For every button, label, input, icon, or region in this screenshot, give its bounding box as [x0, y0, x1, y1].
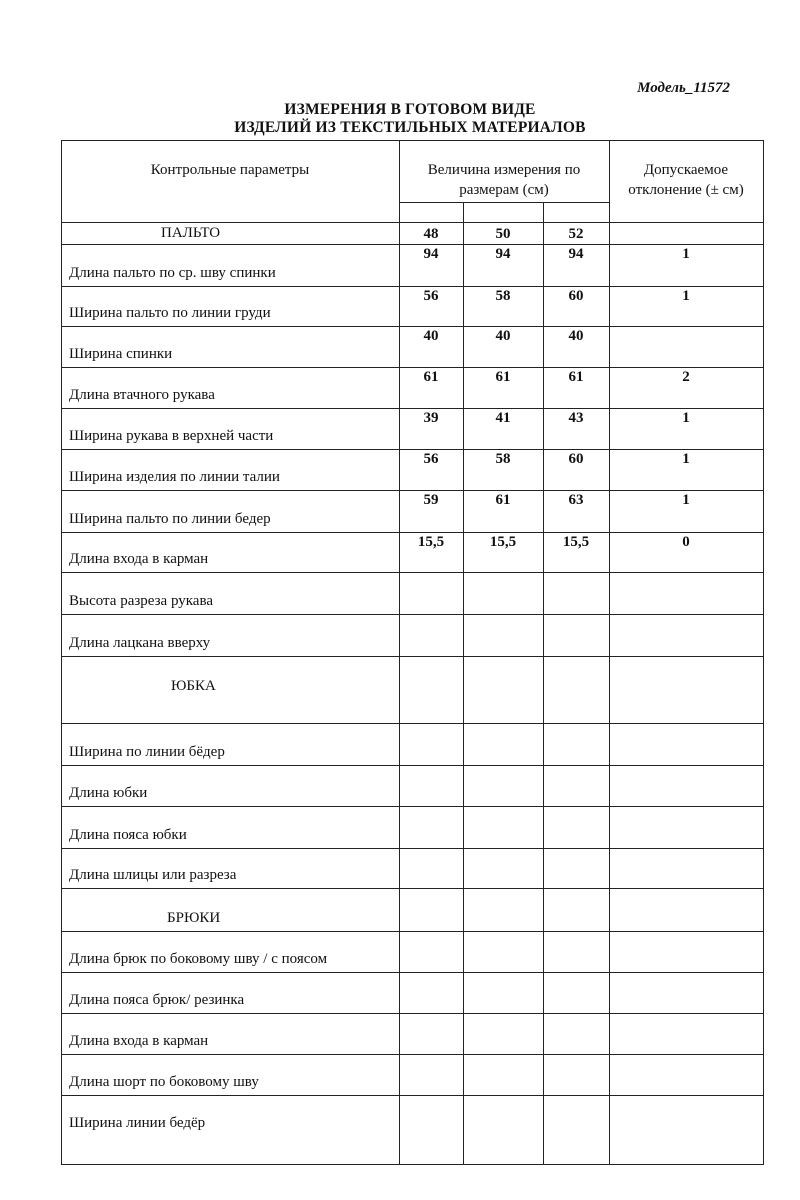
measurement-value: 40 — [568, 328, 584, 344]
measurement-value: 56 — [423, 288, 439, 304]
row-divider — [61, 286, 764, 287]
header-params: Контрольные параметры — [150, 162, 310, 178]
row-divider — [61, 1054, 764, 1055]
measurement-value: 40 — [495, 328, 511, 344]
row-divider — [61, 806, 764, 807]
header-size-line-1: Величина измерения по — [427, 162, 581, 178]
size-label: 52 — [568, 226, 584, 242]
row-divider — [61, 408, 764, 409]
row-label: Длина пальто по ср. шву спинки — [69, 265, 276, 281]
row-divider — [61, 449, 764, 450]
tolerance-value: 2 — [682, 369, 690, 385]
column-divider — [543, 202, 544, 1164]
section-coat-label: ПАЛЬТО — [161, 225, 221, 241]
document-title-line-2: ИЗДЕЛИЙ ИЗ ТЕКСТИЛЬНЫХ МАТЕРИАЛОВ — [234, 119, 586, 136]
measurement-value: 41 — [495, 410, 511, 426]
row-label: Ширина по линии бёдер — [69, 744, 225, 760]
measurement-value: 94 — [495, 246, 511, 262]
size-label: 48 — [423, 226, 439, 242]
measurement-value: 15,5 — [417, 534, 445, 550]
measurement-value: 43 — [568, 410, 584, 426]
measurement-value: 56 — [423, 451, 439, 467]
row-label: Ширина рукава в верхней части — [69, 428, 274, 444]
row-divider — [61, 367, 764, 368]
measurement-value: 59 — [423, 492, 439, 508]
row-label: Длина входа в карман — [69, 551, 209, 567]
measurement-value: 15,5 — [489, 534, 517, 550]
column-divider — [463, 202, 464, 1164]
measurement-value: 61 — [495, 492, 511, 508]
row-divider — [61, 848, 764, 849]
row-divider — [61, 931, 764, 932]
header-size-line-2: размерам (см) — [459, 182, 549, 198]
tolerance-value: 1 — [682, 410, 690, 426]
row-divider — [61, 656, 764, 657]
row-label: Длина шлицы или разреза — [69, 867, 237, 883]
row-divider — [61, 532, 764, 533]
row-divider — [61, 326, 764, 327]
row-label: Высота разреза рукава — [69, 593, 214, 609]
measurement-value: 15,5 — [562, 534, 590, 550]
row-divider — [61, 888, 764, 889]
document-title-line-1: ИЗМЕРЕНИЯ В ГОТОВОМ ВИДЕ — [284, 101, 536, 118]
row-label: Длина юбки — [69, 785, 148, 801]
header-tolerance-line-1: Допускаемое — [643, 162, 729, 178]
measurement-value: 63 — [568, 492, 584, 508]
row-label: Ширина линии бедёр — [69, 1115, 206, 1131]
row-divider — [399, 202, 610, 203]
measurement-value: 60 — [568, 451, 584, 467]
row-label: Длина шорт по боковому шву — [69, 1074, 259, 1090]
measurement-value: 61 — [423, 369, 439, 385]
row-divider — [61, 222, 764, 223]
measurement-value: 40 — [423, 328, 439, 344]
row-label: Длина брюк по боковому шву / с поясом — [69, 951, 328, 967]
row-label: Длина лацкана вверху — [69, 635, 211, 651]
row-label: Длина пояса брюк/ резинка — [69, 992, 245, 1008]
measurement-value: 60 — [568, 288, 584, 304]
measurement-value: 94 — [568, 246, 584, 262]
tolerance-value: 0 — [682, 534, 690, 550]
row-label: Ширина пальто по линии бедер — [69, 511, 271, 527]
measurement-value: 94 — [423, 246, 439, 262]
column-divider — [61, 140, 62, 1164]
tolerance-value: 1 — [682, 492, 690, 508]
measurement-value: 58 — [495, 288, 511, 304]
row-label: Длина втачного рукава — [69, 387, 215, 403]
row-label: Ширина спинки — [69, 346, 173, 362]
row-divider — [61, 765, 764, 766]
row-divider — [61, 1164, 764, 1165]
row-label: Длина пояса юбки — [69, 827, 187, 843]
measurement-value: 61 — [495, 369, 511, 385]
tolerance-value: 1 — [682, 246, 690, 262]
measurement-value: 61 — [568, 369, 584, 385]
row-divider — [61, 490, 764, 491]
row-label: Ширина пальто по линии груди — [69, 305, 271, 321]
measurement-value: 58 — [495, 451, 511, 467]
row-divider — [61, 244, 764, 245]
measurement-value: 39 — [423, 410, 439, 426]
row-divider — [61, 972, 764, 973]
row-divider — [61, 572, 764, 573]
size-label: 50 — [495, 226, 511, 242]
row-divider — [61, 614, 764, 615]
section-trousers-label: БРЮКИ — [167, 910, 221, 926]
row-label: Ширина изделия по линии талии — [69, 469, 280, 485]
row-label: Длина входа в карман — [69, 1033, 209, 1049]
row-divider — [61, 140, 764, 141]
tolerance-value: 1 — [682, 451, 690, 467]
section-skirt-label: ЮБКА — [171, 678, 216, 694]
row-divider — [61, 723, 764, 724]
header-tolerance-line-2: отклонение (± см) — [628, 182, 744, 198]
row-divider — [61, 1095, 764, 1096]
tolerance-value: 1 — [682, 288, 690, 304]
column-divider — [763, 140, 764, 1165]
row-divider — [61, 1013, 764, 1014]
measurements-table — [61, 140, 763, 1164]
model-number: Модель_11572 — [637, 80, 730, 96]
